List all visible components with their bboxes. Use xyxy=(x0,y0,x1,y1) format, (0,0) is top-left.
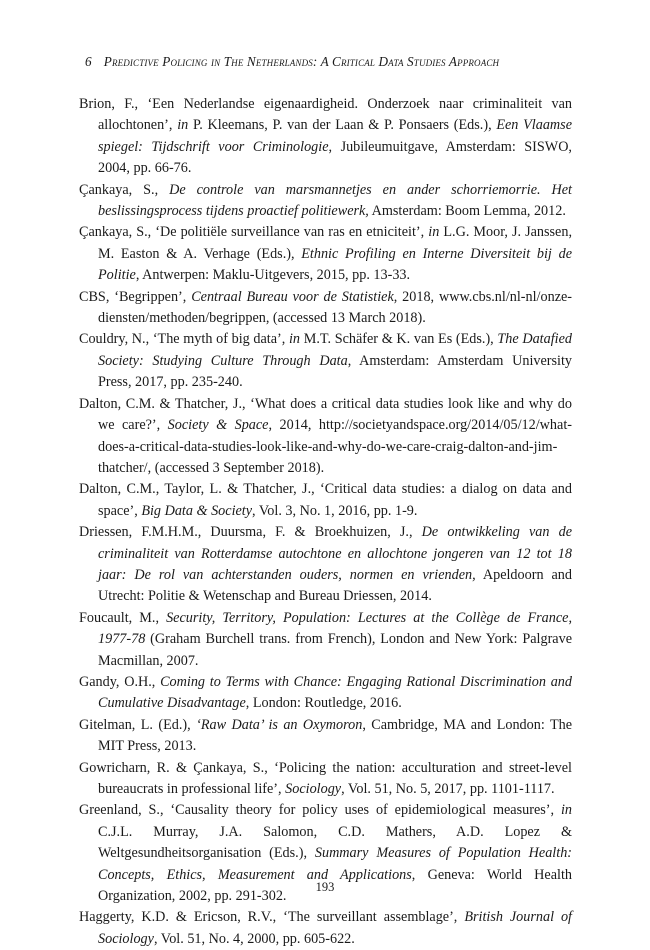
reference-entry xyxy=(79,329,572,393)
reference-text: Driessen, F.M.H.M., Duursma, F. & Broekhuizen, J., xyxy=(79,524,422,541)
reference-text: Haggerty, K.D. & Ericson, R.V., ‘The surveillant assemblage’, xyxy=(79,909,465,926)
reference-italic-text: De controle van marsmannetjes en ander schorriemorrie. Het beslissingsprocess tijdens proactief politiewerk, xyxy=(98,181,572,220)
reference-text: Brion, F., ‘Een Nederlandse eigenaardigheid. Onderzoek naar criminaliteit van allochtonen’, xyxy=(79,96,572,134)
reference-text: , Vol. 51, No. 5, 2017, pp. 1101-1117. xyxy=(341,781,555,797)
reference-entry xyxy=(79,608,572,672)
reference-entry xyxy=(79,715,572,758)
reference-text: Gitelman, L. (Ed.), xyxy=(79,716,197,733)
reference-entry xyxy=(79,287,572,330)
reference-text: P. Kleemans, P. van der Laan & P. Ponsaers (Eds.), xyxy=(188,117,497,134)
reference-entry xyxy=(79,222,572,286)
reference-text: M.T. Schäfer & K. van Es (Eds.), xyxy=(300,331,498,348)
reference-italic-text: The Datafied Society: Studying Culture Through Data xyxy=(98,331,572,369)
reference-text: Amsterdam: Boom Lemma, 2012. xyxy=(368,203,566,220)
reference-text: , Vol. 3, No. 1, 2016, pp. 1-9. xyxy=(252,502,418,519)
running-head xyxy=(85,54,575,70)
reference-text: , Antwerpen: Maklu-Uitgevers, 2015, pp. 13-33. xyxy=(135,267,411,284)
reference-italic-text: Centraal Bureau voor de Statistiek xyxy=(191,288,394,305)
reference-entry xyxy=(79,672,572,715)
reference-text: , London: Routledge, 2016. xyxy=(245,695,402,712)
reference-italic-text: ‘Raw Data’ is an Oxymoron xyxy=(196,716,363,733)
reference-entry xyxy=(79,758,572,801)
reference-entry xyxy=(79,907,572,950)
reference-text: Dalton, C.M. & Thatcher, J., ‘What does a critical data studies look like and why do we care?’, xyxy=(79,395,572,434)
reference-italic-text: in xyxy=(428,224,440,241)
reference-italic-text: Sociology xyxy=(285,781,342,797)
reference-text: , Cambridge, MA and London: The MIT Press, 2013. xyxy=(98,716,572,755)
reference-italic-text: in xyxy=(177,117,189,134)
reference-italic-text: Een Vlaamse spiegel: Tijdschrift voor Criminologie xyxy=(98,117,572,155)
reference-text: CBS, ‘Begrippen’, xyxy=(79,288,192,305)
reference-italic-text: British Journal of Sociology xyxy=(98,909,572,947)
folio: 193 xyxy=(315,880,335,894)
reference-italic-text: in xyxy=(288,331,301,348)
reference-text: Gandy, O.H., xyxy=(79,673,161,690)
reference-list xyxy=(79,94,572,950)
reference-italic-text: Summary Measures of Population Health: Concepts, Ethics, Measurement and Applications xyxy=(98,845,573,883)
reference-text: Foucault, M., xyxy=(79,609,167,626)
reference-italic-text: De ontwikkeling van de criminaliteit van Rotterdamse autochtone en allochtone jongeren van 12 tot 18 jaar: De rol van achterstanden ouders, normen en vrienden, xyxy=(98,524,572,583)
reference-text: Apeldoorn and Utrecht: Politie & Wetenschap and Bureau Driessen, 2014. xyxy=(98,566,572,605)
reference-text: Dalton, C.M., Taylor, L. & Thatcher, J., ‘Critical data studies: a dialog on data and space’, xyxy=(79,481,572,519)
reference-text: , Vol. 51, No. 4, 2000, pp. 605-622. xyxy=(153,930,355,947)
reference-italic-text: Security, Territory, Population: Lectures at the Collège de France, 1977-78 xyxy=(98,609,572,648)
reference-text: , 2018, www.cbs.nl/nl-nl/onze-diensten/methoden/begrippen, (accessed 13 March 2018). xyxy=(98,288,573,327)
reference-italic-text: Society & Space xyxy=(167,417,269,434)
reference-text: Gowricharn, R. & Çankaya, S., ‘Policing the nation: acculturation and street-level bureaucrats in professional life’, xyxy=(79,759,572,797)
reference-text: C.J.L. Murray, J.A. Salomon, C.D. Mathers, A.D. Lopez & Weltgesundheitsorganisation (Eds.), xyxy=(98,823,572,862)
reference-italic-text: Ethnic Profiling en Interne Diversiteit bij de Politie xyxy=(98,245,572,284)
reference-entry xyxy=(79,479,572,522)
reference-text: Çankaya, S., ‘De politiële surveillance van ras en etniciteit’, xyxy=(79,224,429,241)
reference-italic-text: Coming to Terms with Chance: Engaging Rational Discrimination and Cumulative Disadvantage xyxy=(98,673,572,712)
reference-entry xyxy=(79,180,572,223)
reference-entry xyxy=(79,94,572,180)
reference-text: Couldry, N., ‘The myth of big data’, xyxy=(79,331,289,348)
page-number: 6 xyxy=(85,54,92,69)
reference-text: , Jubileumuitgave, Amsterdam: SISWO, 2004, pp. 66-76. xyxy=(98,138,572,177)
reference-text: Greenland, S., ‘Causality theory for policy uses of epidemiological measures’, xyxy=(79,802,561,819)
reference-text: Çankaya, S., xyxy=(79,181,170,198)
running-title: Predictive Policing in The Netherlands: A Critical Data Studies Approach xyxy=(103,54,500,69)
reference-italic-text: Big Data & Society xyxy=(141,502,253,519)
reference-text: , Amsterdam: Amsterdam University Press, 2017, pp. 235-240. xyxy=(98,352,573,391)
reference-text: , 2014, http://societyandspace.org/2014/05/12/what-does-a-critical-data-studies-look-like-and-why-do-we-care-craig-dalton-and-jim-thatcher/, (accessed 3 September 2018). xyxy=(98,417,572,476)
reference-italic-text: in xyxy=(560,802,572,819)
reference-entry xyxy=(79,394,572,480)
reference-entry xyxy=(79,522,572,608)
reference-text: (Graham Burchell trans. from French), London and New York: Palgrave Macmillan, 2007. xyxy=(98,631,572,669)
reference-text: , Geneva: World Health Organization, 2002, pp. 291-302. xyxy=(98,866,572,905)
reference-text: L.G. Moor, J. Janssen, M. Easton & A. Verhage (Eds.), xyxy=(98,224,572,262)
